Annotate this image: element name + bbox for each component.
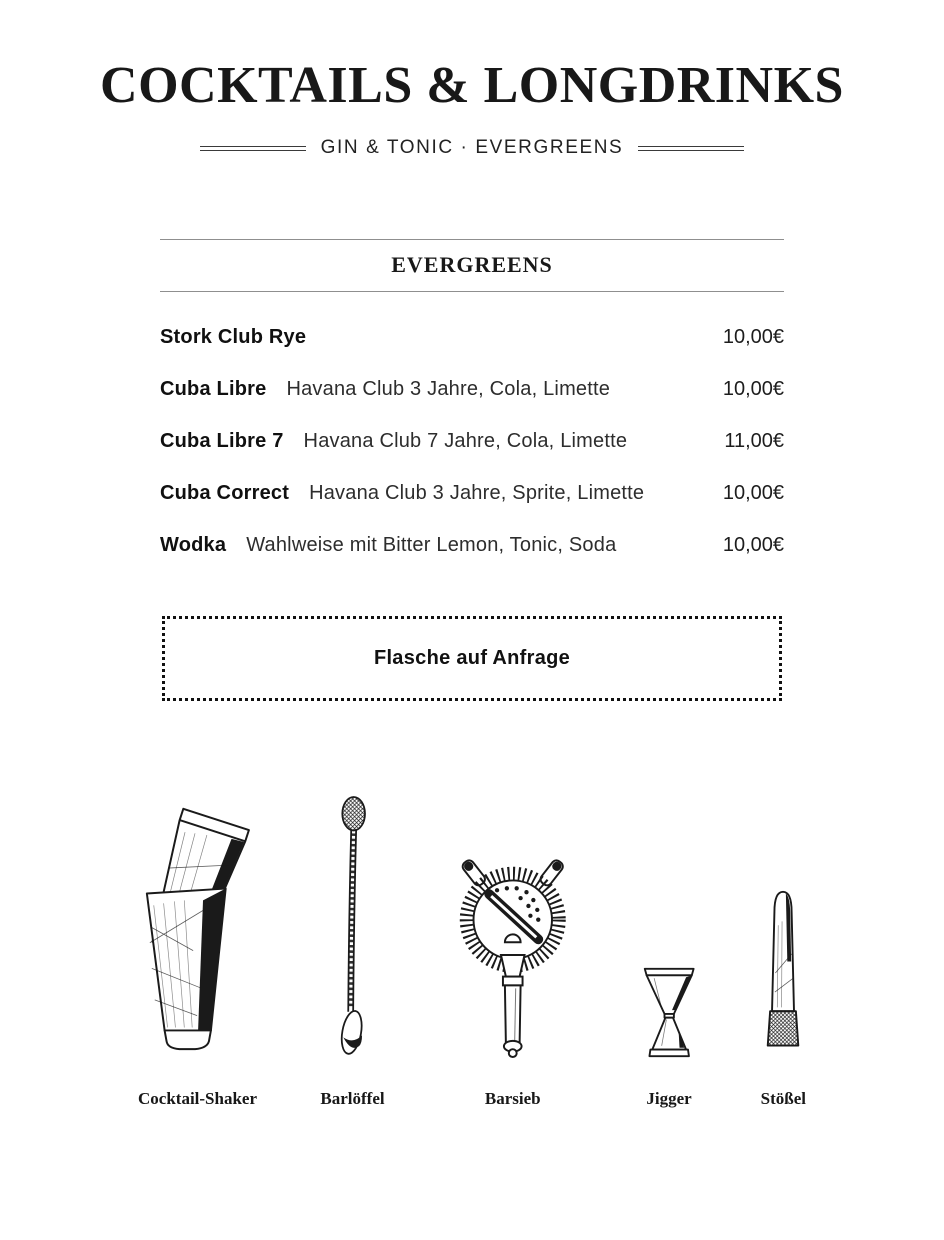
decorative-double-line-left: [200, 146, 306, 151]
menu-item-price: 10,00€: [722, 378, 784, 400]
page-title: COCKTAILS & LONGDRINKS: [100, 57, 844, 114]
menu-item-description: Havana Club 3 Jahre, Cola, Limette: [286, 378, 611, 400]
tool-muddler: [761, 887, 806, 1109]
menu-item-name: Cuba Libre: [160, 378, 267, 400]
menu-item-price: 10,00€: [722, 534, 784, 556]
menu-item-name: Stork Club Rye: [160, 326, 307, 348]
menu-item-description: Havana Club 7 Jahre, Cola, Limette: [303, 430, 628, 452]
tool-label: Barsieb: [484, 1089, 541, 1108]
menu-item-price: 10,00€: [722, 326, 784, 348]
menu-item-price: 10,00€: [722, 482, 784, 504]
decorative-double-line-right: [638, 146, 744, 151]
menu-item: [160, 482, 784, 504]
menu-item-description: Havana Club 3 Jahre, Sprite, Limette: [309, 482, 645, 504]
tool-label: Cocktail-Shaker: [138, 1089, 257, 1108]
menu-item: [160, 326, 784, 348]
menu-item: [160, 534, 784, 556]
divider-bottom: [160, 291, 784, 292]
menu-item-name: Wodka: [160, 534, 227, 556]
menu-item-name: Cuba Correct: [160, 482, 290, 504]
bar-spoon-icon: [331, 793, 374, 1059]
menu-item: [160, 430, 784, 452]
tool-label: Stößel: [760, 1089, 806, 1108]
menu-list: [160, 326, 784, 556]
jigger-icon: [641, 965, 697, 1059]
page-subtitle-row: [0, 137, 944, 159]
tool-strainer: [448, 851, 578, 1109]
page-subtitle: GIN & TONIC · EVERGREENS: [320, 137, 624, 158]
tool-jigger: [641, 965, 697, 1109]
strainer-icon: [448, 851, 578, 1059]
menu-item-name: Cuba Libre 7: [160, 430, 284, 452]
tool-label: Jigger: [646, 1089, 692, 1108]
muddler-icon: [762, 887, 804, 1059]
tool-cocktail-shaker: [138, 793, 257, 1109]
cocktail-shaker-icon: [138, 793, 256, 1059]
menu-item: [160, 378, 784, 400]
tool-bar-spoon: [320, 793, 384, 1109]
menu-item-description: Wahlweise mit Bitter Lemon, Tonic, Soda: [246, 534, 617, 556]
section-header: [160, 239, 784, 292]
note-box: Flasche auf Anfrage: [162, 616, 782, 701]
section-title: EVERGREENS: [391, 252, 553, 277]
menu-item-price: 11,00€: [724, 430, 784, 452]
bar-tools-row: [138, 793, 806, 1109]
tool-label: Barlöffel: [320, 1089, 385, 1108]
